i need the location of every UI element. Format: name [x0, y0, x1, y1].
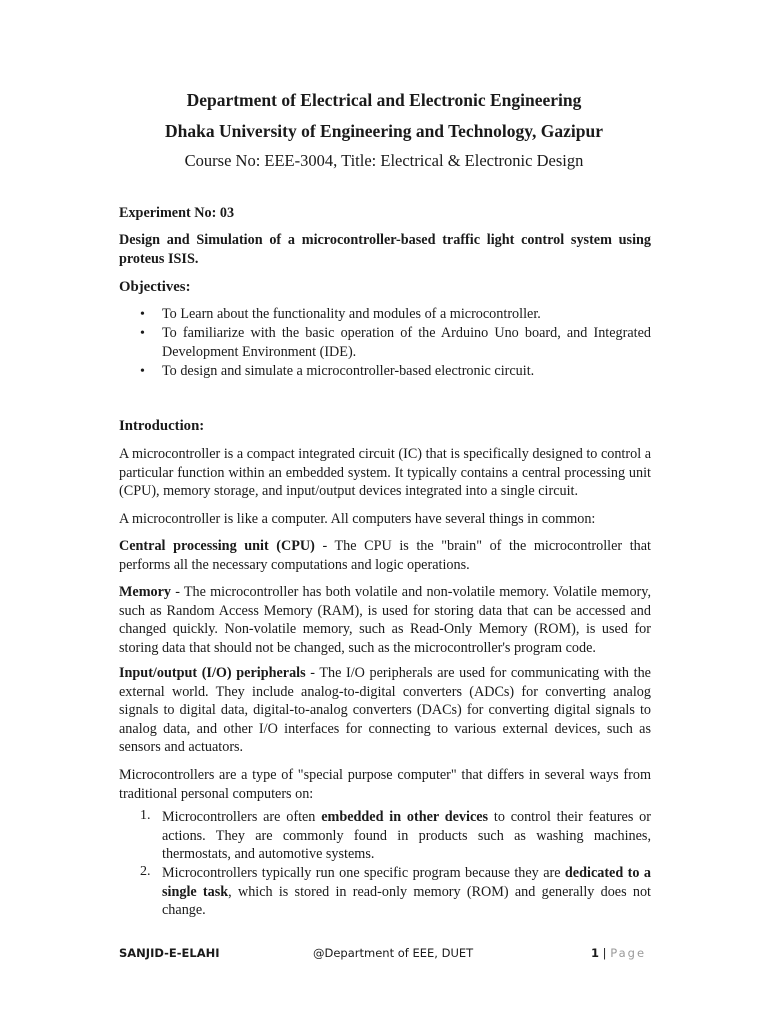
- memory-term: Memory: [119, 584, 171, 600]
- introduction-heading: Introduction:: [119, 418, 205, 434]
- memory-description: - The microcontroller has both volatile and non-volatile memory. Volatile memory, such as Random Access Memory (RAM), is used for storing data that can be accessed and changed quickly. Non-volatile memory, such as Read-Only Memory (ROM), is used for storing data that should not be changed, such as the microcontroller's program code.: [119, 584, 651, 656]
- experiment-number: Experiment No: 03: [119, 205, 235, 221]
- bullet-icon: •: [140, 364, 145, 379]
- cpu-term: Central processing unit (CPU): [119, 538, 315, 554]
- list-item: Microcontrollers are often embedded in other devices to control their features or actions. They are commonly found in products such as washing machines, thermostats, and automotive systems.: [162, 809, 651, 863]
- objective-item: To familiarize with the basic operation of the Arduino Uno board, and Integrated Development Environment (IDE).: [162, 325, 651, 360]
- io-description: - The I/O peripherals are used for communicating with the external world. They include analog-to-digital converters (ADCs) for converting analog signals to digital data, digital-to-analog converters (DACs) for converting digital signals to analog data, and other I/O interfaces for connecting to various external devices, such as sensors and actuators.: [119, 665, 651, 756]
- objective-item: To Learn about the functionality and modules of a microcontroller.: [162, 306, 541, 322]
- course-heading: Course No: EEE-3004, Title: Electrical & Electronic Design: [184, 151, 584, 170]
- objectives-heading: Objectives:: [119, 279, 191, 295]
- list-number: 1.: [140, 808, 151, 823]
- objective-item: To design and simulate a microcontroller-based electronic circuit.: [162, 363, 535, 379]
- bullet-icon: •: [140, 326, 145, 341]
- intro-paragraph: Microcontrollers are a type of "special purpose computer" that differs in several ways from traditional personal computers on:: [119, 767, 651, 802]
- experiment-title: Design and Simulation of a microcontroller-based traffic light control system using proteus ISIS.: [119, 232, 651, 267]
- io-term: Input/output (I/O) peripherals: [119, 665, 306, 681]
- footer-author: SANJID-E-ELAHI: [119, 946, 220, 960]
- memory-paragraph: [119, 583, 651, 657]
- university-heading: Dhaka University of Engineering and Technology, Gazipur: [164, 121, 604, 141]
- department-heading: Department of Electrical and Electronic Engineering: [186, 90, 582, 110]
- io-paragraph: [119, 664, 651, 757]
- intro-paragraph: A microcontroller is like a computer. All computers have several things in common:: [119, 511, 596, 527]
- bullet-icon: •: [140, 307, 145, 322]
- intro-paragraph: A microcontroller is a compact integrated circuit (IC) that is specifically designed to control a particular function within an embedded system. It typically contains a central processing unit (CPU), memory storage, and input/output devices integrated into a single circuit.: [119, 446, 651, 500]
- footer-department: @Department of EEE, DUET: [313, 946, 474, 960]
- list-number: 2.: [140, 864, 151, 879]
- list-item: Microcontrollers typically run one specific program because they are dedicated to a single task, which is stored in read-only memory (ROM) and generally does not change.: [162, 865, 651, 919]
- cpu-paragraph: [119, 537, 651, 574]
- cpu-description: - The CPU is the "brain" of the microcontroller that performs all the necessary computations and logic operations.: [119, 538, 651, 573]
- footer-page-number: 1 | Page: [591, 946, 647, 960]
